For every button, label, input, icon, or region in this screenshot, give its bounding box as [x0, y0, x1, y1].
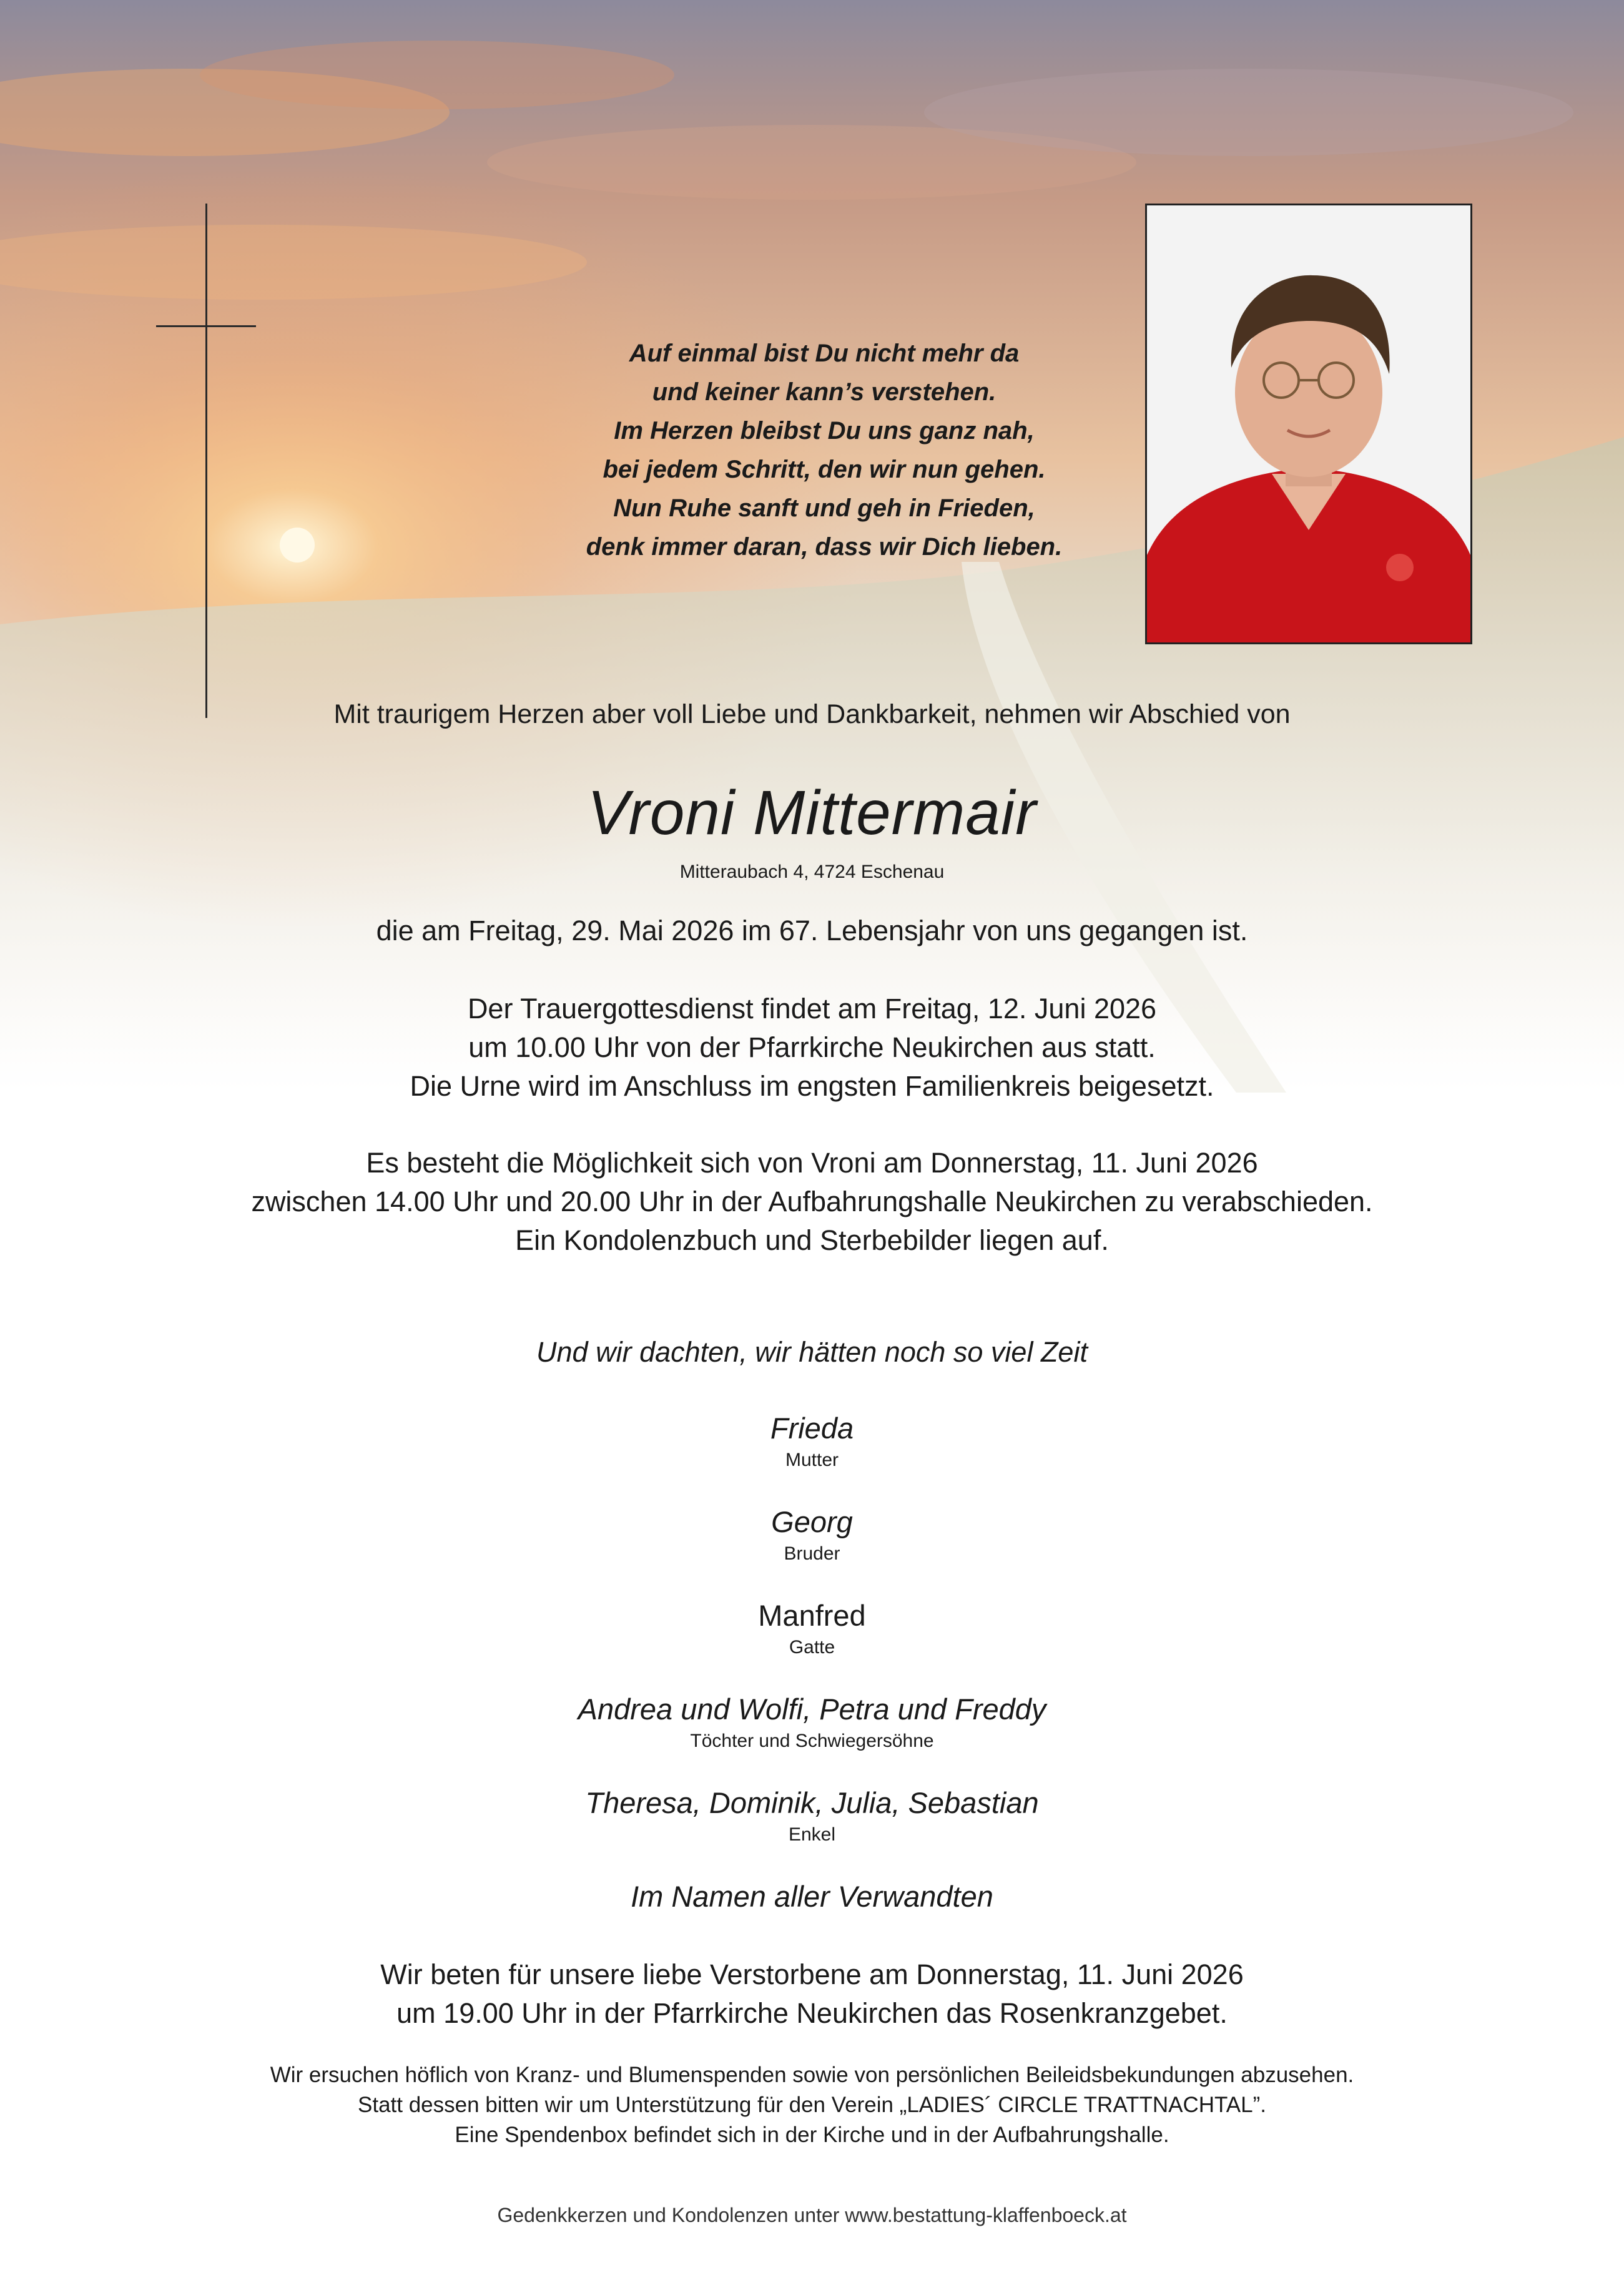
request-line: Eine Spendenbox befindet sich in der Kirche und in der Aufbahrungshalle.: [455, 2123, 1169, 2147]
poem-line: bei jedem Schritt, den wir nun gehen.: [603, 456, 1046, 483]
poem-line: und keiner kann’s verstehen.: [652, 378, 997, 406]
funeral-service-info: [0, 990, 1624, 1106]
mourner-relation: Enkel: [788, 1824, 836, 1845]
mourner-relation: Bruder: [784, 1543, 840, 1564]
rosary-prayer-info: [0, 1955, 1624, 2033]
mourner-name: Manfred: [758, 1599, 866, 1632]
death-notice: die am Freitag, 29. Mai 2026 im 67. Lebensjahr von uns gegangen ist.: [376, 915, 1248, 946]
request-line: Wir ersuchen höflich von Kranz- und Blumenspenden sowie von persönlichen Beileidsbekundungen abzusehen.: [270, 2063, 1354, 2087]
donation-request: [0, 2060, 1624, 2150]
viewing-line: Ein Kondolenzbuch und Sterbebilder liegen auf.: [515, 1224, 1109, 1256]
service-line: Der Trauergottesdienst findet am Freitag, 12. Juni 2026: [467, 993, 1157, 1025]
viewing-line: Es besteht die Möglichkeit sich von Vroni am Donnerstag, 11. Juni 2026: [366, 1147, 1258, 1179]
deceased-name: Vroni Mittermair: [587, 778, 1037, 848]
farewell-intro: Mit traurigem Herzen aber voll Liebe und Dankbarkeit, nehmen wir Abschied von: [333, 699, 1291, 729]
deceased-address: Mitteraubach 4, 4724 Eschenau: [679, 862, 945, 882]
condolence-footer-link[interactable]: Gedenkkerzen und Kondolenzen unter www.bestattung-klaffenboeck.at: [497, 2204, 1127, 2226]
mourner-name: Andrea und Wolfi, Petra und Freddy: [578, 1693, 1046, 1726]
poem-line: Auf einmal bist Du nicht mehr da: [629, 340, 1020, 367]
service-line: Die Urne wird im Anschluss im engsten Familienkreis beigesetzt.: [410, 1070, 1214, 1102]
poem-line: Im Herzen bleibst Du uns ganz nah,: [614, 417, 1035, 445]
mourner-relation: Töchter und Schwiegersöhne: [690, 1731, 934, 1751]
memorial-poem: [437, 334, 1211, 566]
viewing-info: [0, 1144, 1624, 1260]
mourner-name: Frieda: [770, 1412, 854, 1445]
poem-line: denk immer daran, dass wir Dich lieben.: [586, 533, 1063, 561]
closing-signature: Im Namen aller Verwandten: [631, 1880, 993, 1913]
mourner-relation: Gatte: [789, 1637, 835, 1658]
service-line: um 10.00 Uhr von der Pfarrkirche Neukirchen aus statt.: [468, 1031, 1156, 1063]
prayer-line: Wir beten für unsere liebe Verstorbene am Donnerstag, 11. Juni 2026: [380, 1958, 1244, 1990]
poem-line: Nun Ruhe sanft und geh in Frieden,: [613, 494, 1035, 522]
viewing-line: zwischen 14.00 Uhr und 20.00 Uhr in der Aufbahrungshalle Neukirchen zu verabschieden.: [251, 1186, 1373, 1217]
mourner-name: Georg: [771, 1505, 853, 1538]
mourner-relation: Mutter: [785, 1450, 839, 1470]
cross-vertical-bar: [205, 204, 207, 718]
prayer-line: um 19.00 Uhr in der Pfarrkirche Neukirchen das Rosenkranzgebet.: [396, 1997, 1228, 2029]
cross-horizontal-bar: [156, 325, 256, 327]
motto: Und wir dachten, wir hätten noch so viel Zeit: [536, 1336, 1088, 1368]
mourner-name: Theresa, Dominik, Julia, Sebastian: [585, 1786, 1039, 1819]
request-line: Statt dessen bitten wir um Unterstützung für den Verein „LADIES´ CIRCLE TRATTNACHTAL”.: [358, 2093, 1266, 2117]
